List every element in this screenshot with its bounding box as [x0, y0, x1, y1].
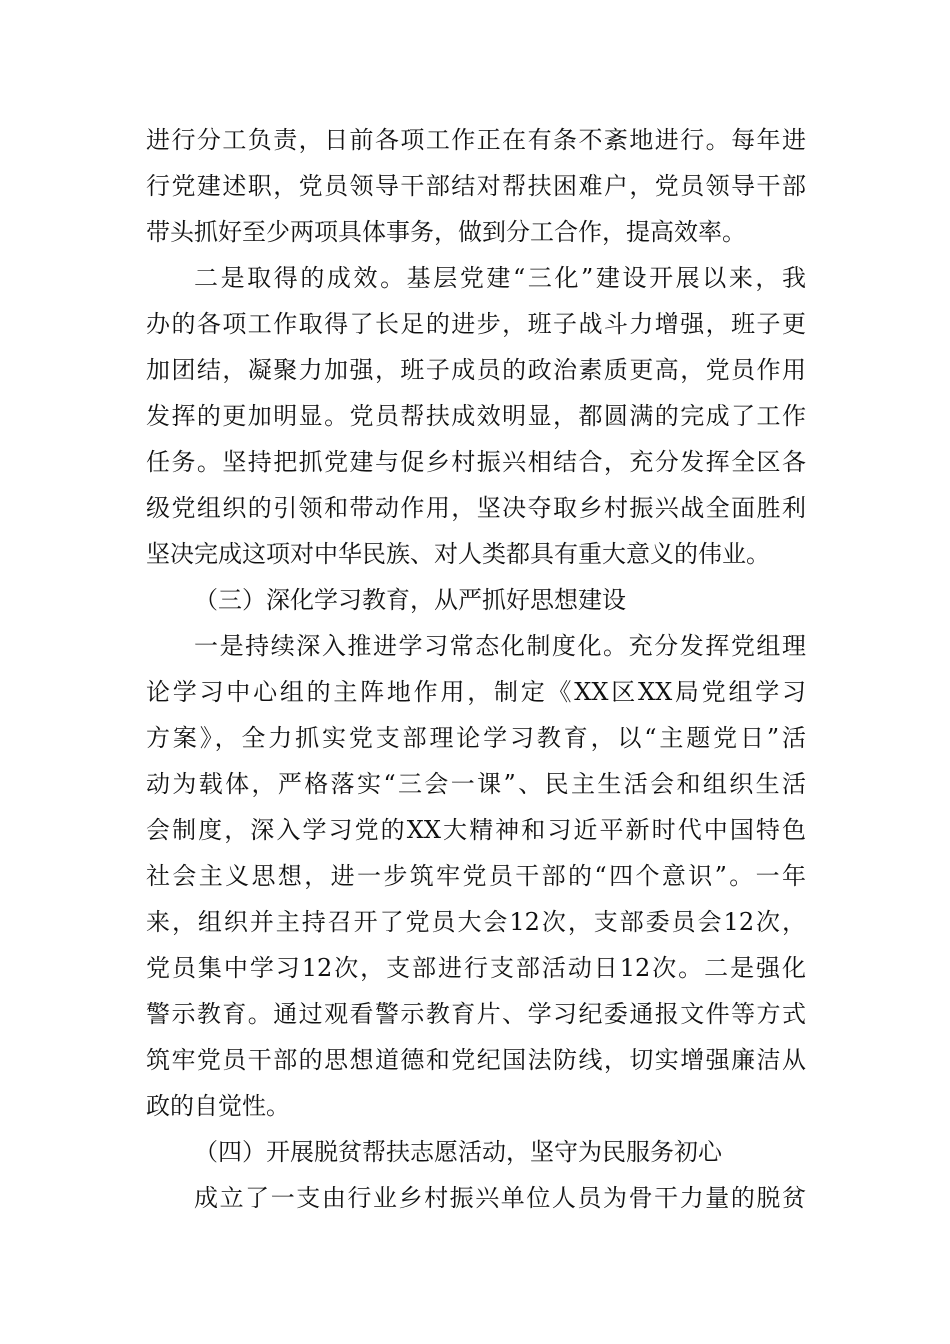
text-line: 政的自觉性。 [146, 1092, 290, 1120]
text-line: 社会主义思想，进一步筑牢党员干部的“四个意识”。一年 [146, 862, 806, 890]
text-line: 进行分工负责，日前各项工作正在有条不紊地进行。每年进 [146, 126, 806, 154]
text-line: 筑牢党员干部的思想道德和党纪国法防线，切实增强廉洁从 [146, 1046, 806, 1074]
text-line: 来，组织并主持召开了党员大会12次，支部委员会12次， [146, 908, 806, 936]
text-line: 办的各项工作取得了长足的进步，班子战斗力增强，班子更 [146, 310, 806, 338]
text-line: 坚决完成这项对中华民族、对人类都具有重大意义的伟业。 [146, 540, 770, 568]
section-heading: （四）开展脱贫帮扶志愿活动，坚守为民服务初心 [194, 1138, 722, 1166]
text-line: 发挥的更加明显。党员帮扶成效明显，都圆满的完成了工作 [146, 402, 806, 430]
text-line: 带头抓好至少两项具体事务，做到分工合作，提高效率。 [146, 218, 746, 246]
text-line: 会制度，深入学习党的XX大精神和习近平新时代中国特色 [146, 816, 806, 844]
text-line: 级党组织的引领和带动作用，坚决夺取乡村振兴战全面胜利 [146, 494, 806, 522]
section-heading: （三）深化学习教育，从严抓好思想建设 [194, 586, 626, 614]
paragraph-start-line: 成立了一支由行业乡村振兴单位人员为骨干力量的脱贫 [194, 1184, 806, 1212]
text-line: 动为载体，严格落实“三会一课”、民主生活会和组织生活 [146, 770, 806, 798]
text-line: 加团结，凝聚力加强，班子成员的政治素质更高，党员作用 [146, 356, 806, 384]
text-line: 方案》，全力抓实党支部理论学习教育，以“主题党日”活 [146, 724, 806, 752]
text-line: 党员集中学习12次，支部进行支部活动日12次。二是强化 [146, 954, 806, 982]
paragraph-start-line: 二是取得的成效。基层党建“三化”建设开展以来，我 [194, 264, 806, 292]
text-line: 任务。坚持把抓党建与促乡村振兴相结合，充分发挥全区各 [146, 448, 806, 476]
paragraph-start-line: 一是持续深入推进学习常态化制度化。充分发挥党组理 [194, 632, 806, 660]
text-line: 行党建述职，党员领导干部结对帮扶困难户，党员领导干部 [146, 172, 806, 200]
text-line: 论学习中心组的主阵地作用，制定《XX区XX局党组学习 [146, 678, 806, 706]
text-line: 警示教育。通过观看警示教育片、学习纪委通报文件等方式 [146, 1000, 806, 1028]
